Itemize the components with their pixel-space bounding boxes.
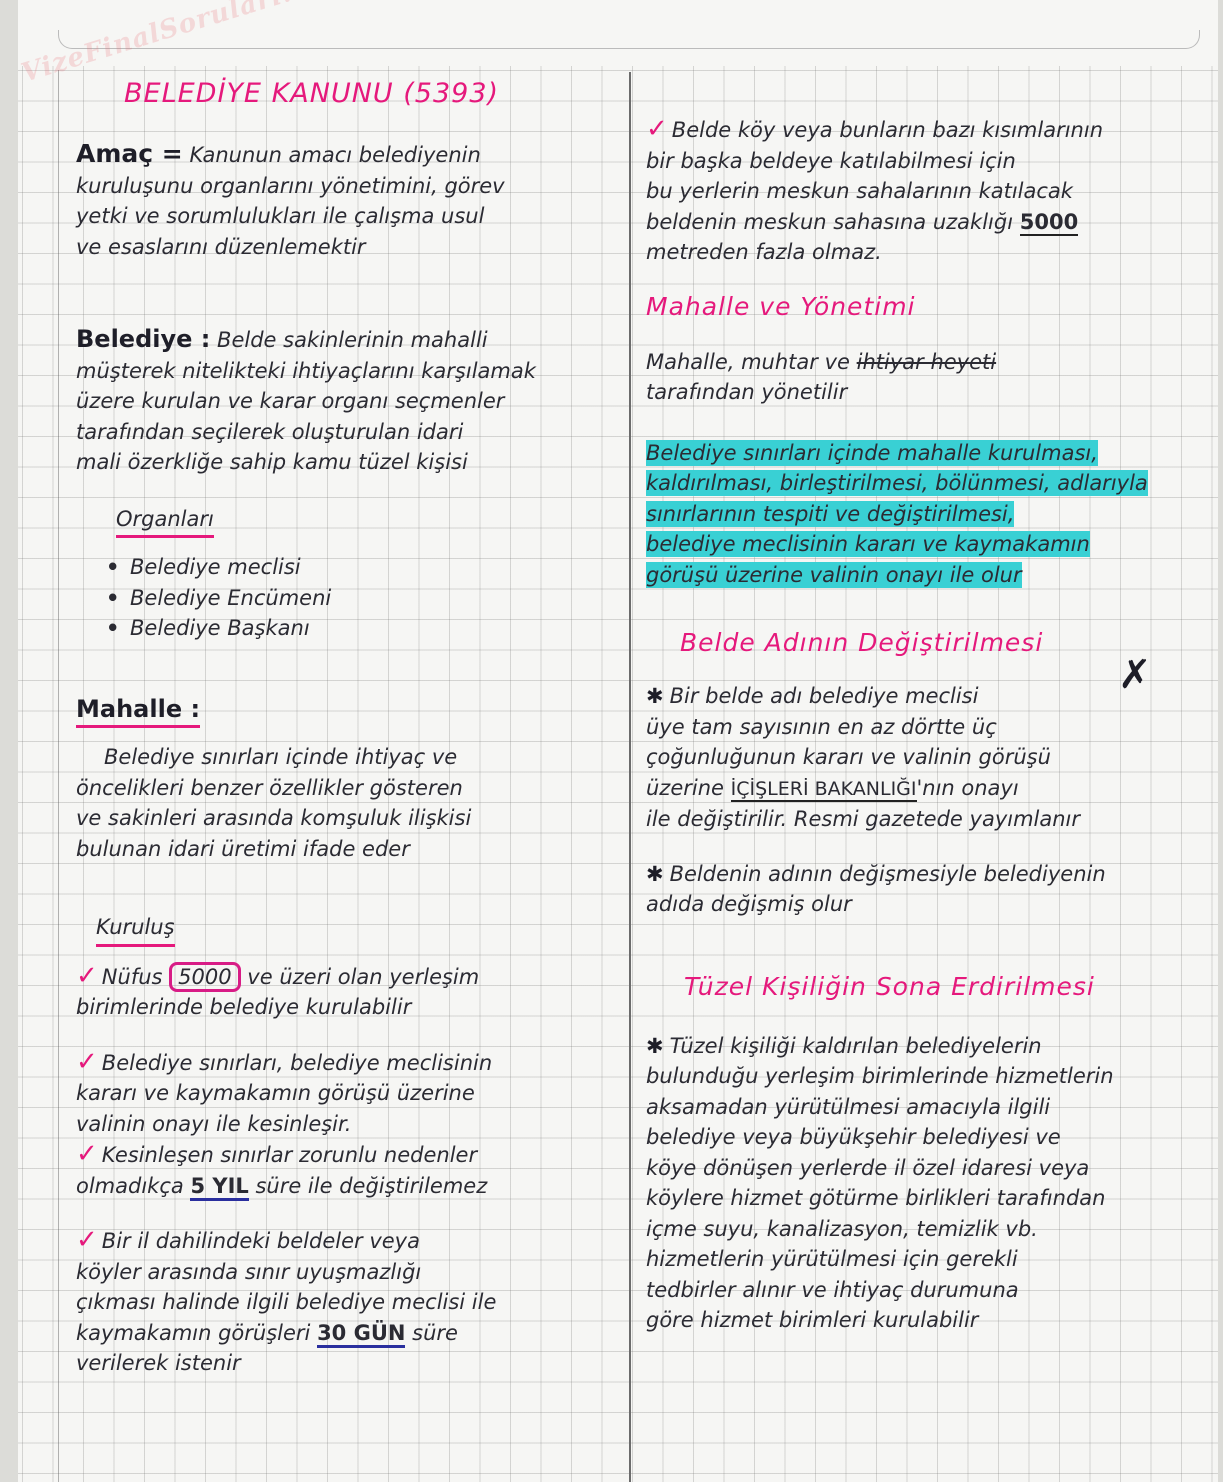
organlar-heading — [116, 504, 626, 539]
tuzel-line: içme suyu, kanalizasyon, temizlik vb. — [646, 1216, 1038, 1241]
belde-adi-line — [646, 773, 1206, 805]
boxed-number: 5000 — [169, 962, 240, 992]
kurulus-p2-line: kararı ve kaymakamın görüşü üzerine — [76, 1081, 475, 1105]
cross-mark-icon: ✗ — [1118, 652, 1152, 698]
kurulus-p4-text: Bir il dahilindeki beldeler veya — [101, 1229, 420, 1253]
belde-adi-line — [646, 859, 1206, 890]
mahalle-line: bulunan idari üretimi ifade eder — [76, 836, 410, 861]
list-item: • Belediye Başkanı — [130, 613, 626, 644]
kurulus-p3-after: süre ile değiştirilemez — [255, 1173, 488, 1198]
kurulus-p4-before: kaymakamın görüşleri — [76, 1320, 311, 1345]
list-item: • Belediye meclisi — [130, 552, 626, 583]
mahalle-heading — [76, 694, 626, 729]
list-item: • Belediye Encümeni — [130, 583, 626, 614]
left-column — [76, 78, 626, 1379]
highlight: sınırlarının tespiti ve değiştirilmesi, — [646, 501, 1015, 526]
underlined-ministry: İÇİŞLERİ BAKANLIĞI — [730, 777, 917, 800]
tuzel-line: aksamadan yürütülmesi amacıyla ilgili — [646, 1094, 1051, 1119]
katilma-line — [646, 207, 1206, 238]
mahalle-term: Mahalle : — [76, 694, 200, 729]
check-icon: ✓ — [646, 114, 668, 144]
belde-adi-line: çoğunluğunun kararı ve valinin görüşü — [646, 745, 1051, 769]
asterisk-icon: ✱ — [646, 1033, 664, 1058]
amac-term: Amaç = — [76, 139, 183, 168]
kurulus-p4-line: köyler arasında sınır uyuşmazlığı — [76, 1259, 422, 1284]
kurulus-p4-after: süre — [412, 1320, 458, 1345]
kurulus-p3-line — [76, 1139, 626, 1171]
tuzel-line: tedbirler alınır ve ihtiyaç durumuna — [646, 1277, 1019, 1302]
check-icon: ✓ — [76, 1139, 98, 1169]
mahalle-line: öncelikleri benzer özellikler gösteren — [76, 775, 463, 800]
highlight: görüşü üzerine valinin onayı ile olur — [646, 562, 1022, 587]
organlar-heading-text: Organları — [116, 504, 214, 539]
underlined-duration: 30 GÜN — [317, 1321, 405, 1348]
organlar-section — [76, 504, 626, 644]
page-title: BELEDİYE KANUNU (5393) — [124, 78, 500, 109]
belediye-term: Belediye : — [76, 325, 211, 353]
tuzel-section — [646, 972, 1206, 1336]
tuzel-line: köye dönüşen yerlerde il özel idaresi veya — [646, 1155, 1090, 1180]
section-title: Mahalle ve Yönetimi — [646, 291, 916, 321]
tuzel-line: köylere hizmet götürme birlikleri tarafından — [646, 1186, 1106, 1210]
mahalle-yonetimi-before: Mahalle, muhtar ve — [646, 349, 850, 374]
tuzel-line: hizmetlerin yürütülmesi için gerekli — [646, 1247, 1018, 1271]
kurulus-p3-text: Kesinleşen sınırlar zorunlu nedenler — [101, 1143, 478, 1167]
highlighted-line — [646, 560, 1206, 591]
amac-line: kuruluşunu organlarını yönetimini, görev — [76, 173, 505, 198]
tuzel-line: göre hizmet birimleri kurulabilir — [646, 1308, 979, 1332]
belde-adi-text: Beldenin adının değişmesiyle belediyenin — [669, 861, 1106, 886]
page-edge-line — [58, 30, 1200, 49]
tuzel-line: belediye veya büyükşehir belediyesi ve — [646, 1125, 1061, 1149]
amac-line — [76, 139, 626, 171]
belediye-text: Belde sakinlerinin mahalli — [217, 328, 488, 352]
highlighted-line — [646, 468, 1206, 499]
katilma-text: Belde köy veya bunların bazı kısımlarının — [671, 118, 1104, 142]
belde-adi-line: adıda değişmiş olur — [646, 892, 852, 916]
belediye-line — [76, 324, 626, 356]
kurulus-p2-text: Belediye sınırları, belediye meclisinin — [101, 1050, 493, 1075]
tuzel-line: bulunduğu yerleşim birimlerinde hizmetlerin — [646, 1064, 1114, 1088]
kurulus-p3-line — [76, 1171, 626, 1202]
belde-adi-line: ile değiştirilir. Resmi gazetede yayımlanır — [646, 807, 1081, 831]
mahalle-yonetimi-line: tarafından yönetilir — [646, 380, 848, 404]
mahalle-section — [76, 694, 626, 865]
margin-rule — [58, 70, 59, 1482]
amac-section — [76, 139, 626, 262]
kurulus-section — [76, 912, 626, 1379]
belediye-line: üzere kurulan ve karar organı seçmenler — [76, 389, 505, 413]
belediye-line: mali özerkliğe sahip kamu tüzel kişisi — [76, 450, 468, 474]
kurulus-p4-line: verilerek istenir — [76, 1351, 241, 1375]
kurulus-p1-before: Nüfus — [101, 964, 163, 989]
belde-adi-line: üye tam sayısının en az dörtte üç — [646, 714, 997, 739]
kurulus-p1-line — [76, 961, 626, 993]
belde-adi-before: üzerine — [646, 775, 724, 800]
mahalle-yonetimi-line — [646, 347, 1206, 378]
highlighted-line — [646, 438, 1206, 469]
underlined-number: 5000 — [1019, 209, 1079, 234]
highlighted-section — [646, 438, 1206, 591]
mahalle-yonetimi-section — [646, 292, 1206, 408]
highlight: belediye meclisinin kararı ve kaymakamın — [646, 532, 1090, 556]
kurulus-heading — [96, 912, 626, 947]
belde-adi-text: Bir belde adı belediye meclisi — [669, 684, 979, 708]
highlight: Belediye sınırları içinde mahalle kurulması, — [646, 440, 1098, 465]
organlar-list — [76, 552, 626, 644]
amac-text: Kanunun amacı belediyenin — [189, 143, 481, 167]
amac-line: yetki ve sorumlulukları ile çalışma usul — [76, 204, 485, 228]
kurulus-p4-line — [76, 1225, 626, 1257]
underlined-duration: 5 YIL — [190, 1174, 248, 1201]
katilma-line: metreden fazla olmaz. — [646, 240, 882, 264]
check-icon: ✓ — [76, 960, 98, 991]
right-column — [646, 114, 1206, 1336]
katilma-line — [646, 114, 1206, 146]
amac-line: ve esaslarını düzenlemektir — [76, 234, 366, 259]
belediye-line: tarafından seçilerek oluşturulan idari — [76, 419, 464, 444]
mahalle-line: Belediye sınırları içinde ihtiyaç ve — [104, 745, 458, 769]
kurulus-p1-line: birimlerinde belediye kurulabilir — [76, 995, 412, 1019]
check-icon: ✓ — [76, 1225, 98, 1255]
katilma-line: bu yerlerin meskun sahalarının katılacak — [646, 179, 1073, 203]
belediye-section — [76, 324, 626, 478]
katilma-line: bir başka beldeye katılabilmesi için — [646, 148, 1016, 173]
belde-katilma-section — [646, 114, 1206, 268]
kurulus-p4-line: çıkması halinde ilgili belediye meclisi ile — [76, 1290, 497, 1314]
kurulus-p3-before: olmadıkça — [76, 1173, 184, 1198]
belde-adi-after: 'nın onayı — [916, 775, 1019, 800]
notebook-page — [18, 0, 1218, 1482]
kurulus-p2-line — [76, 1047, 626, 1079]
tuzel-text: Tüzel kişiliği kaldırılan belediyelerin — [669, 1033, 1042, 1058]
section-title: Tüzel Kişiliğin Sona Erdirilmesi — [684, 971, 1095, 1001]
kurulus-p1-after: ve üzeri olan yerleşim — [247, 964, 480, 989]
highlighted-line — [646, 529, 1206, 560]
highlighted-line — [646, 499, 1206, 530]
asterisk-icon: ✱ — [646, 684, 664, 708]
kurulus-p2-line: valinin onayı ile kesinleşir. — [76, 1111, 352, 1136]
mahalle-line: ve sakinleri arasında komşuluk ilişkisi — [76, 806, 472, 830]
katilma-before: beldenin meskun sahasına uzaklığı — [646, 209, 1014, 234]
check-icon: ✓ — [76, 1046, 98, 1077]
tuzel-line — [646, 1031, 1206, 1062]
section-title: Belde Adının Değiştirilmesi — [680, 628, 1044, 657]
kurulus-p4-line — [76, 1318, 626, 1349]
belediye-line: müşterek nitelikteki ihtiyaçlarını karşılamak — [76, 358, 536, 383]
column-divider — [629, 72, 631, 1482]
asterisk-icon: ✱ — [646, 861, 664, 886]
highlight: kaldırılması, birleştirilmesi, bölünmesi, adlarıyla — [646, 471, 1148, 495]
struck-text: ihtiyar heyeti — [856, 349, 997, 374]
kurulus-heading-text: Kuruluş — [96, 912, 175, 947]
